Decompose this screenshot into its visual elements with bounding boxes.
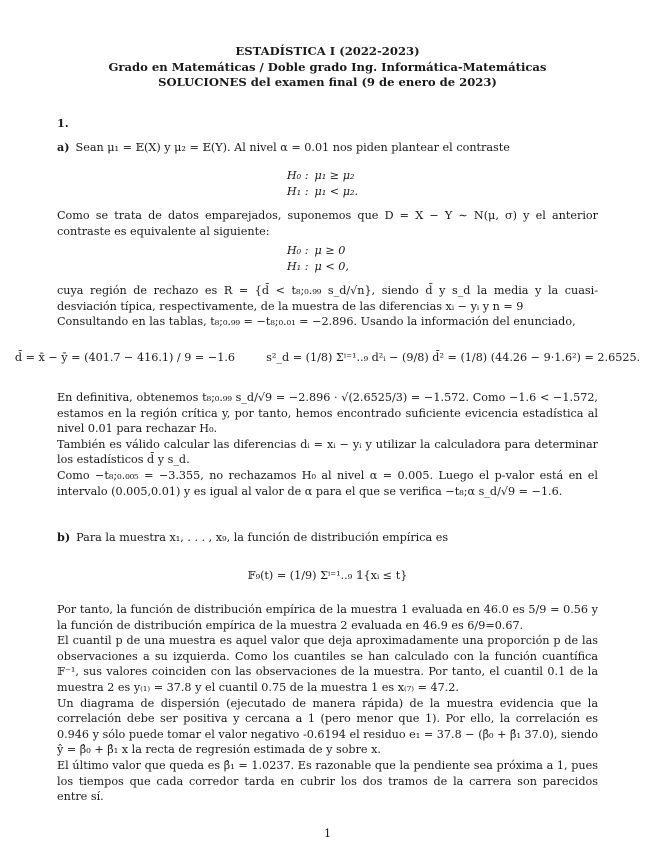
- rejection-region-paragraph: [57, 283, 598, 330]
- formula-ecdf: [0, 568, 655, 584]
- part-a-label: a): [57, 140, 70, 154]
- rejection-region-text: cuya región de rechazo es R = {d̄ < t₈;₀.₉₉ s_d/√n}, siendo d̄ y s_d la media y la cuasi-desviación típica, respectivamente, de la muestra de las diferencias xᵢ − yᵢ y n = 9: [57, 284, 598, 313]
- h0b-label: H₀ :: [286, 244, 309, 257]
- paired-data-text: Como se trata de datos emparejados, suponemos que D = X − Y ∼ N(μ, σ) y el anterior contraste es equivalente al siguiente:: [57, 209, 598, 238]
- formula-mean: d̄ = x̄ − ȳ = (401.7 − 416.1) / 9 = −1.6: [14, 351, 236, 364]
- conclusion-paragraph: [57, 390, 598, 499]
- calculator-text: También es válido calcular las diferencias dᵢ = xᵢ − yᵢ y utilizar la calculadora para determinar los estadísticos d̄ y s_d.: [57, 437, 598, 467]
- document-header: [0, 44, 655, 91]
- part-b-label: b): [57, 530, 71, 544]
- h0b-relation: μ ≥ 0: [314, 244, 346, 257]
- hypotheses-original: [0, 168, 655, 199]
- part-b-intro: [57, 530, 598, 546]
- h1-label: H₁ :: [286, 184, 309, 198]
- h0-relation: μ₁ ≥ μ₂: [314, 169, 355, 182]
- exam-title: SOLUCIONES del examen final (9 de enero de 2023): [158, 75, 497, 89]
- h1b-relation: μ < 0,: [314, 259, 349, 273]
- paired-data-paragraph: [57, 208, 598, 239]
- h1b-label: H₁ :: [286, 259, 309, 273]
- section-number: 1.: [57, 116, 69, 130]
- formula-variance: s²_d = (1/8) Σⁱ⁼¹..₉ d²ᵢ − (9/8) d̄² = (1/8) (44.26 − 9·1.6²) = 2.6525.: [266, 351, 641, 364]
- scatter-text: Un diagrama de dispersión (ejecutado de manera rápida) de la muestra evidencia que la correlación debe ser positiva y cercana a 1 (pero menor que 1). Por ello, la correlación es 0.946 y sólo puede tomar el valor negativo -0.6194 el residuo e₁ = 37.8 − (β̂₀ + β̂₁ 37.0), siendo ŷ = β̂₀ + β̂₁ x la recta de regresión estimada de y sobre x.: [57, 696, 598, 757]
- h0-label: H₀ :: [286, 169, 309, 182]
- formula-mean-variance: [0, 350, 655, 366]
- degree-title: Grado en Matemáticas / Doble grado Ing. Informática-Matemáticas: [108, 59, 547, 74]
- ecdf-formula-text: 𝔽₉(t) = (1/9) Σⁱ⁼¹..₉ 𝟙{xᵢ ≤ t}: [247, 569, 408, 582]
- conclusion-text: En definitiva, obtenemos t₈;₀.₉₉ s_d/√9 = −2.896 · √(2.6525/3) = −1.572. Como −1.6 < −1.572, estamos en la región crítica y, por tanto, hemos encontrado suficiente evicencia estadística al nivel 0.01 para rechazar H₀.: [57, 391, 598, 436]
- ecdf-text: Por tanto, la función de distribución empírica de la muestra 1 evaluada en 46.0 es 5/9 = 0.56 y la función de distribución empírica de la muestra 2 evaluada en 46.9 es 6/9=0.67.: [57, 603, 598, 632]
- part-b-intro-text: Para la muestra x₁, . . . , x₉, la función de distribución empírica es: [76, 531, 449, 544]
- part-b-body: [57, 602, 598, 805]
- part-a-intro-text: Sean μ₁ = 𝔼(X) y μ₂ = 𝔼(Y). Al nivel α = 0.01 nos piden plantear el contraste: [75, 141, 510, 154]
- course-title: ESTADÍSTICA I (2022-2023): [235, 44, 420, 58]
- h1-relation: μ₁ < μ₂.: [314, 184, 359, 198]
- page-number: 1: [323, 827, 332, 840]
- tables-text: Consultando en las tablas, t₈;₀.₉₉ = −t₈;₀.₀₁ = −2.896. Usando la información del enunciado,: [57, 315, 576, 329]
- quantile-text: El cuantil p de una muestra es aquel valor que deja aproximadamente una proporción p de las observaciones a su izquierda. Como los cuantiles se han calculado con la función cuantífica 𝔽⁻¹, sus valores coinciden con las observaciones de la muestra. Por tanto, el cuantil 0.1 de la muestra 2 es y₍₁₎ = 37.8 y el cuantil 0.75 de la muestra 1 es x₍₇₎ = 47.2.: [57, 634, 598, 694]
- part-a-intro: [57, 140, 598, 156]
- hypotheses-equivalent: [0, 243, 655, 274]
- pvalue-text: Como −t₈;₀.₀₀₅ = −3.355, no rechazamos H₀ al nivel α = 0.005. Luego el p-valor está en el intervalo (0.005,0.01) y es igual al valor de α para el que se verifica −t₈;α s_d/√9 = −1.6.: [57, 468, 598, 498]
- slope-text: El último valor que queda es β̂₁ = 1.0237. Es razonable que la pendiente sea próxima a 1, pues los tiempos que cada corredor tarda en cubrir los dos tramos de la carrera son parecidos entre sí.: [57, 758, 598, 804]
